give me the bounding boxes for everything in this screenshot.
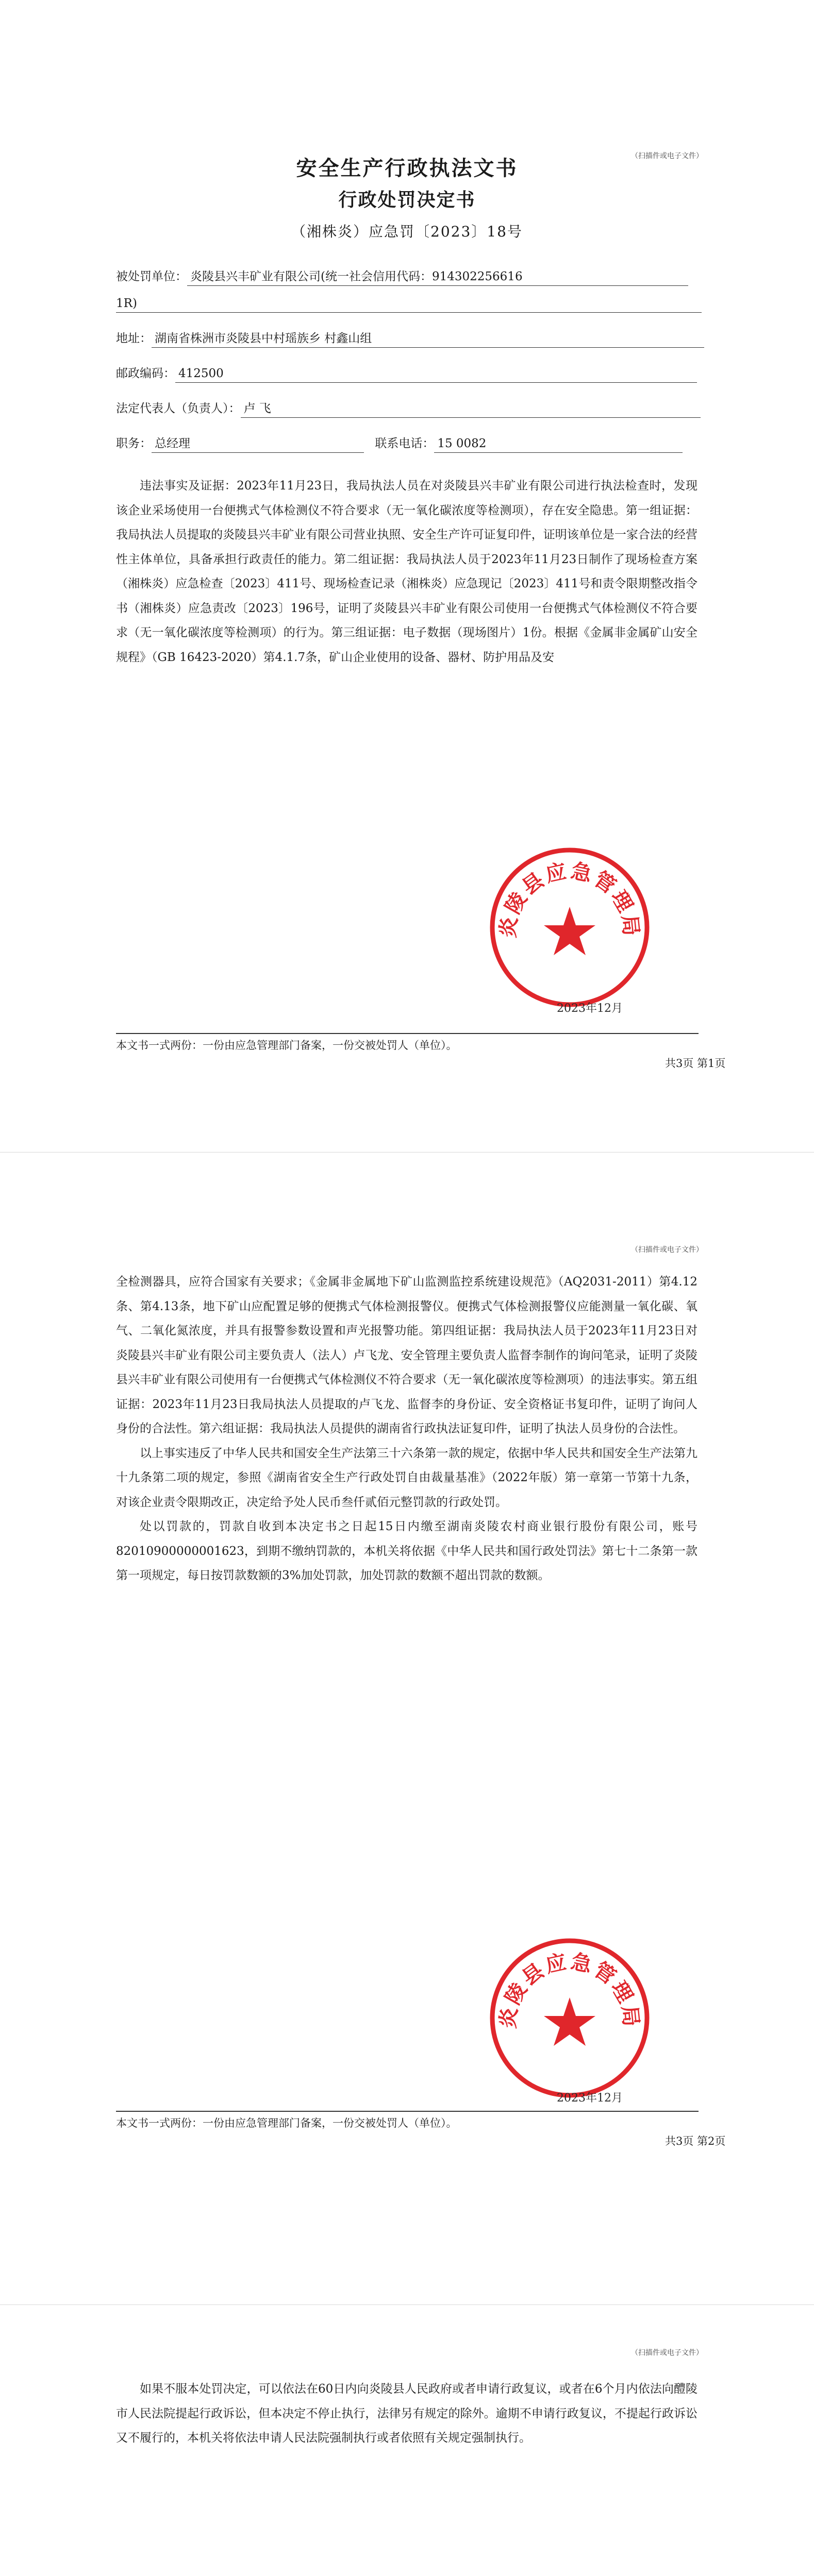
phone-value: 15 0082 xyxy=(434,435,683,453)
footer-divider xyxy=(116,1033,699,1034)
footer-note: 本文书一式两份：一份由应急管理部门备案，一份交被处罚人（单位）。 xyxy=(116,2117,457,2129)
postcode-label: 邮政编码： xyxy=(116,367,175,380)
seal-note: （扫描件或电子文件） xyxy=(631,2349,703,2357)
document-number: （湘株炎）应急罚〔2023〕18号 xyxy=(291,223,523,240)
postcode-value: 412500 xyxy=(175,365,697,383)
official-seal xyxy=(487,1936,652,2100)
position-field xyxy=(116,435,683,453)
paragraph: 违法事实及证据：2023年11月23日，我局执法人员在对炎陵县兴丰矿业有限公司进行执法检查时，发现该企业采场使用一台便携式气体检测仪不符合要求（无一氧化碳浓度等检测项），存在安全隐患。第一组证据：我局执法人员提取的炎陵县兴丰矿业有限公司营业执照、安全生产许可证复印件，证明该单位是一家合法的经营性主体单位，具备承担行政责任的能力。第二组证据：我局执法人员于2023年11月23日制作了现场检查方案（湘株炎）应急检查〔2023〕411号、现场检查记录（湘株炎）应急现记〔2023〕411号和责令限期整改指令书（湘株炎）应急责改〔2023〕196号，证明了炎陵县兴丰矿业有限公司使用一台便携式气体检测仪不符合要求（无一氧化碳浓度等检测项）的行为。第三组证据：电子数据（现场图片）1份。根据《金属非金属矿山安全规程》（GB 16423-2020）第4.1.7条，矿山企业使用的设备、器材、防护用品及安 xyxy=(116,479,697,664)
seal-note: （扫描件或电子文件） xyxy=(631,1246,703,1254)
seal-date: 2023年12月 xyxy=(557,2092,623,2105)
document-title: 安全生产行政执法文书 xyxy=(296,157,518,180)
facts-body xyxy=(116,474,697,670)
position-value: 总经理 xyxy=(152,435,364,453)
postcode-field xyxy=(116,365,697,383)
seal-text: 炎陵县应急管理局 xyxy=(496,859,643,939)
appeal-body xyxy=(116,2377,697,2451)
page-3 xyxy=(0,2305,814,2576)
svg-text:炎陵县应急管理局 xyxy=(496,859,643,939)
official-seal xyxy=(487,845,652,1010)
paragraph: 如果不服本处罚决定，可以依法在60日内向炎陵县人民政府或者申请行政复议，或者在6个月内依法向醴陵市人民法院提起行政诉讼，但本决定不停止执行，法律另有规定的除外。逾期不申请行政复议，不提起行政诉讼又不履行的，本机关将依法申请人民法院强制执行或者依照有关规定强制执行。 xyxy=(116,2382,697,2445)
page-count: 共3页 第2页 xyxy=(665,2135,726,2147)
party-value-cont: 1R) xyxy=(116,295,702,313)
page-1 xyxy=(0,0,814,1153)
seal-date: 2023年12月 xyxy=(557,1002,623,1015)
phone-label: 联系电话： xyxy=(375,437,435,450)
footer-note: 本文书一式两份：一份由应急管理部门备案，一份交被处罚人（单位）。 xyxy=(116,1039,457,1052)
party-field-cont xyxy=(116,295,702,313)
facts-body-cont xyxy=(116,1270,697,1588)
paragraph: 以上事实违反了中华人民共和国安全生产法第三十六条第一款的规定，依据中华人民共和国安全生产法第九十九条第二项的规定，参照《湖南省安全生产行政处罚自由裁量基准》（2022年版）第一章第一节第十九条，对该企业责令限期改正，决定给予处人民币叁仟贰佰元整罚款的行政处罚。 xyxy=(116,1446,697,1509)
rep-label: 法定代表人（负责人）： xyxy=(116,402,241,415)
rep-field xyxy=(116,400,701,418)
seal-graphic xyxy=(487,1936,652,2100)
address-value: 湖南省株洲市炎陵县中村瑶族乡 村鑫山组 xyxy=(152,330,704,348)
seal-text: 炎陵县应急管理局 xyxy=(496,1950,643,2030)
address-label: 地址： xyxy=(116,332,152,345)
address-field xyxy=(116,330,704,348)
seal-note: （扫描件或电子文件） xyxy=(631,152,703,160)
seal-graphic xyxy=(487,845,652,1010)
party-label: 被处罚单位： xyxy=(116,270,187,283)
party-field xyxy=(116,268,688,286)
party-value: 炎陵县兴丰矿业有限公司(统一社会信用代码：914302256616 xyxy=(187,268,688,286)
page-2 xyxy=(0,1153,814,2305)
paragraph: 全检测器具，应符合国家有关要求；《金属非金属地下矿山监测监控系统建设规范》（AQ2031-2011）第4.12条、第4.13条，地下矿山应配置足够的便携式气体检测报警仪。便携式气体检测报警仪应能测量一氧化碳、氧气、二氧化氮浓度，并具有报警参数设置和声光报警功能。第四组证据：我局执法人员于2023年11月23日对炎陵县兴丰矿业有限公司主要负责人（法人）卢飞龙、安全管理主要负责人监督李制作的询问笔录，证明了炎陵县兴丰矿业有限公司使用有一台便携式气体检测仪不符合要求（无一氧化碳浓度等检测项）的违法事实。第五组证据：2023年11月23日我局执法人员提取的卢飞龙、监督李的身份证、安全资格证书复印件，证明了询问人身份的合法性。第六组证据：我局执法人员提供的湖南省行政执法证复印件，证明了执法人员身份的合法性。 xyxy=(116,1275,697,1435)
document-subtitle: 行政处罚决定书 xyxy=(338,190,476,211)
position-label: 职务： xyxy=(116,437,152,450)
svg-text:炎陵县应急管理局 xyxy=(496,1950,643,2030)
footer-divider xyxy=(116,2111,699,2112)
paragraph: 处以罚款的，罚款自收到本决定书之日起15日内缴至湖南炎陵农村商业银行股份有限公司，账号82010900000001623，到期不缴纳罚款的，本机关将依据《中华人民共和国行政处罚法》第七十二条第一款第一项规定，每日按罚款数额的3%加处罚款，加处罚款的数额不超出罚款的数额。 xyxy=(116,1520,697,1582)
rep-value: 卢 飞 xyxy=(241,400,701,418)
page-count: 共3页 第1页 xyxy=(665,1057,726,1070)
